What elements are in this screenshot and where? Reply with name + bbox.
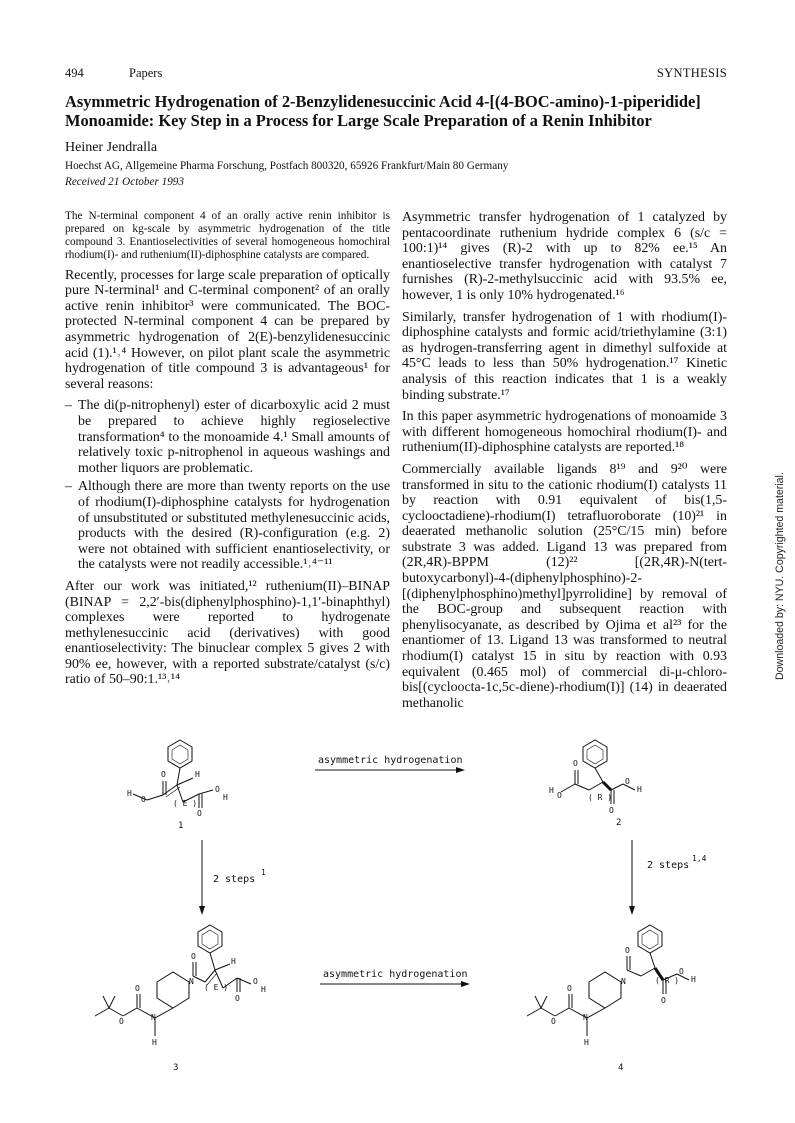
- stereo-E-1: ( E ): [173, 799, 198, 808]
- atom-label: O: [135, 984, 140, 993]
- compound-number-1: 1: [178, 821, 184, 831]
- atom-label: O: [119, 1017, 124, 1026]
- reason-list: [65, 398, 390, 573]
- page-number: 494: [65, 66, 84, 80]
- arrow-label-bottom: asymmetric hydrogenation: [323, 969, 468, 980]
- atom-label: H: [195, 770, 200, 779]
- atom-label: O: [661, 996, 666, 1005]
- atom-label: O: [679, 967, 684, 976]
- author: Heiner Jendralla: [65, 140, 158, 155]
- atom-label: O: [215, 785, 220, 794]
- atom-label: H: [223, 793, 228, 802]
- paragraph: Similarly, transfer hydrogenation of 1 with rhodium(I)-diphosphine catalysts and formic acid/triethylamine (3:1) as hydrogen-transferring agent in dimethyl sulfoxide at 45°C leads to less than 50% hydrogenation.¹⁷ Kinetic analysis of this reaction indicates that 1 is a weakly binding substrate.¹⁷: [402, 309, 727, 403]
- atom-label: H: [261, 985, 266, 994]
- right-column: [402, 210, 727, 717]
- steps-ref-left: 1: [261, 868, 266, 877]
- atom-label: N: [583, 1013, 588, 1022]
- atom-label: N: [151, 1013, 156, 1022]
- atom-label: O: [191, 952, 196, 961]
- abstract: The N-terminal component 4 of an orally active renin inhibitor is prepared on kg-scale by asymmetric hydrogenation of the title compound 3. Enantioselectivities of several homogeneous homochiral rhodium(I)- and ruthenium(II)-diphosphine catalysts are compared.: [65, 210, 390, 261]
- affiliation: Hoechst AG, Allgemeine Pharma Forschung, Postfach 800320, 65926 Frankfurt/Main 80 Germany: [65, 160, 509, 172]
- atom-label: O: [567, 984, 572, 993]
- atom-label: H: [691, 975, 696, 984]
- steps-label-left: 2 steps: [213, 874, 256, 885]
- atom-label: O: [625, 946, 630, 955]
- atom-label: O: [141, 795, 146, 804]
- atom-label: H: [231, 957, 236, 966]
- stereo-E-3: ( E ): [204, 983, 229, 992]
- atom-label: O: [557, 791, 562, 800]
- atom-label: O: [551, 1017, 556, 1026]
- paragraph: Commercially available ligands 8¹⁹ and 9²⁰ were transformed in situ to the cationic rhodium(I) catalysts 11 by reaction with 0.91 equivalent of bis(1,5-cyclooctadiene)-rhodium(I) tetrafluoroborate (10)²¹ in deaerated methanolic solution (25°C/15 min) before substrate 3 was added. Ligand 13 was prepared from (2R,4R)-BPPM (12)²² [(2R,4R)-N(tert-butoxycarbonyl)-4-(diphenylphosphino)-2-[(diphenylphosphino)methyl]pyrrolidine] by removal of the BOC-group and subsequent reaction with phenylisocyanate, as described by Ojima et al²³ for the enantiomer of 13. Ligand 13 was transformed to neutral rhodium(I) catalyst 15 in situ by reaction with 0.93 equivalent (0.465 mol) of commercial di-μ-chloro-bis[(cyclooctа-1c,5c-diene)-rhodium(I)] (14) in deaerated methanolic: [402, 461, 727, 711]
- atom-label: N: [621, 977, 626, 986]
- atom-label: O: [235, 994, 240, 1003]
- paragraph: In this paper asymmetric hydrogenations of monoamide 3 with different homogeneous homochiral rhodium(I)- and ruthenium(II)-diphosphine catalysts are reported.¹⁸: [402, 409, 727, 456]
- list-item: – Although there are more than twenty reports on the use of rhodium(I)-diphosphine catalysts for hydrogenation of unsubstituted or substituted methylenesuccinic acids, products with the desired (R)-configuration (e.g. 2) were not obtained with sufficient enantioselectivity, or the catalysts were not readily accessible.¹˒⁴⁻¹¹: [65, 479, 390, 573]
- atom-label: O: [161, 770, 166, 779]
- atom-label: O: [253, 977, 258, 986]
- list-item: – The di(p-nitrophenyl) ester of dicarboxylic acid 2 must be prepared to achieve highly regioselective transformation⁴ to the monoamide 4.¹ Small amounts of relatively toxic p-nitrophenol in aqueous washings and mother liquors are problematic.: [65, 398, 390, 476]
- atom-label: O: [625, 777, 630, 786]
- atom-label: O: [609, 806, 614, 815]
- paragraph: Recently, processes for large scale preparation of optically pure N-terminal¹ and C-terminal component² of an orally active renin inhibitor³ were communicated. The BOC-protected N-terminal component 4 can be prepared by asymmetric hydrogenation of 2(E)-benzylidenesuccinic acid (1).¹˒⁴ However, on pilot plant scale the asymmetric hydrogenation of title compound 3 is advantageous¹ for several reasons:: [65, 267, 390, 392]
- journal-name: SYNTHESIS: [656, 66, 727, 80]
- compound-number-2: 2: [616, 818, 622, 828]
- atom-label: H: [127, 789, 132, 798]
- reaction-scheme: [65, 720, 745, 1080]
- atom-label: H: [152, 1038, 157, 1047]
- compound-number-4: 4: [618, 1063, 624, 1073]
- left-column: [65, 210, 390, 694]
- section-name: Papers: [129, 66, 163, 80]
- steps-label-right: 2 steps: [647, 860, 690, 871]
- steps-ref-right: 1,4: [692, 854, 707, 863]
- received-date: Received 21 October 1993: [65, 176, 184, 188]
- stereo-R-2: ( R ): [588, 793, 613, 802]
- article-title: Asymmetric Hydrogenation of 2-Benzylidenesuccinic Acid 4-[(4-BOC-amino)-1-piperidide] Monoamide: Key Step in a Process for Large Scale Preparation of a Renin Inhibitor: [65, 92, 701, 130]
- download-notice: Downloaded by: NYU. Copyrighted material.: [774, 472, 786, 680]
- stereo-R-4: ( R ): [655, 976, 680, 985]
- paragraph: Asymmetric transfer hydrogenation of 1 catalyzed by pentacoordinate ruthenium hydride complex 6 (s/c = 100:1)¹⁴ gives (R)-2 with up to 82% ee.¹⁵ An enantioselective transfer hydrogenation with catalyst 7 furnishes (R)-2-methylsuccinic acid with 93.5% ee, however, 1 is only 10% hydrogenated.¹⁶: [402, 210, 727, 303]
- arrow-label-top: asymmetric hydrogenation: [318, 755, 463, 766]
- atom-label: O: [573, 759, 578, 768]
- compound-number-3: 3: [173, 1063, 179, 1073]
- atom-label: H: [584, 1038, 589, 1047]
- atom-label: H: [549, 786, 554, 795]
- atom-label: N: [189, 977, 194, 986]
- atom-label: H: [637, 785, 642, 794]
- paragraph: After our work was initiated,¹² ruthenium(II)–BINAP (BINAP = 2,2′-bis(diphenylphosphino)-1,1′-binaphthyl) complexes were reported to hydrogenate methylenesuccinic acid (derivatives) with good enantioselectivity: The binuclear complex 5 gives 2 with 90% ee, however, with a reported substrate/catalyst (s/c) ratio of 50–90:1.¹³˒¹⁴: [65, 578, 390, 688]
- atom-label: O: [197, 809, 202, 818]
